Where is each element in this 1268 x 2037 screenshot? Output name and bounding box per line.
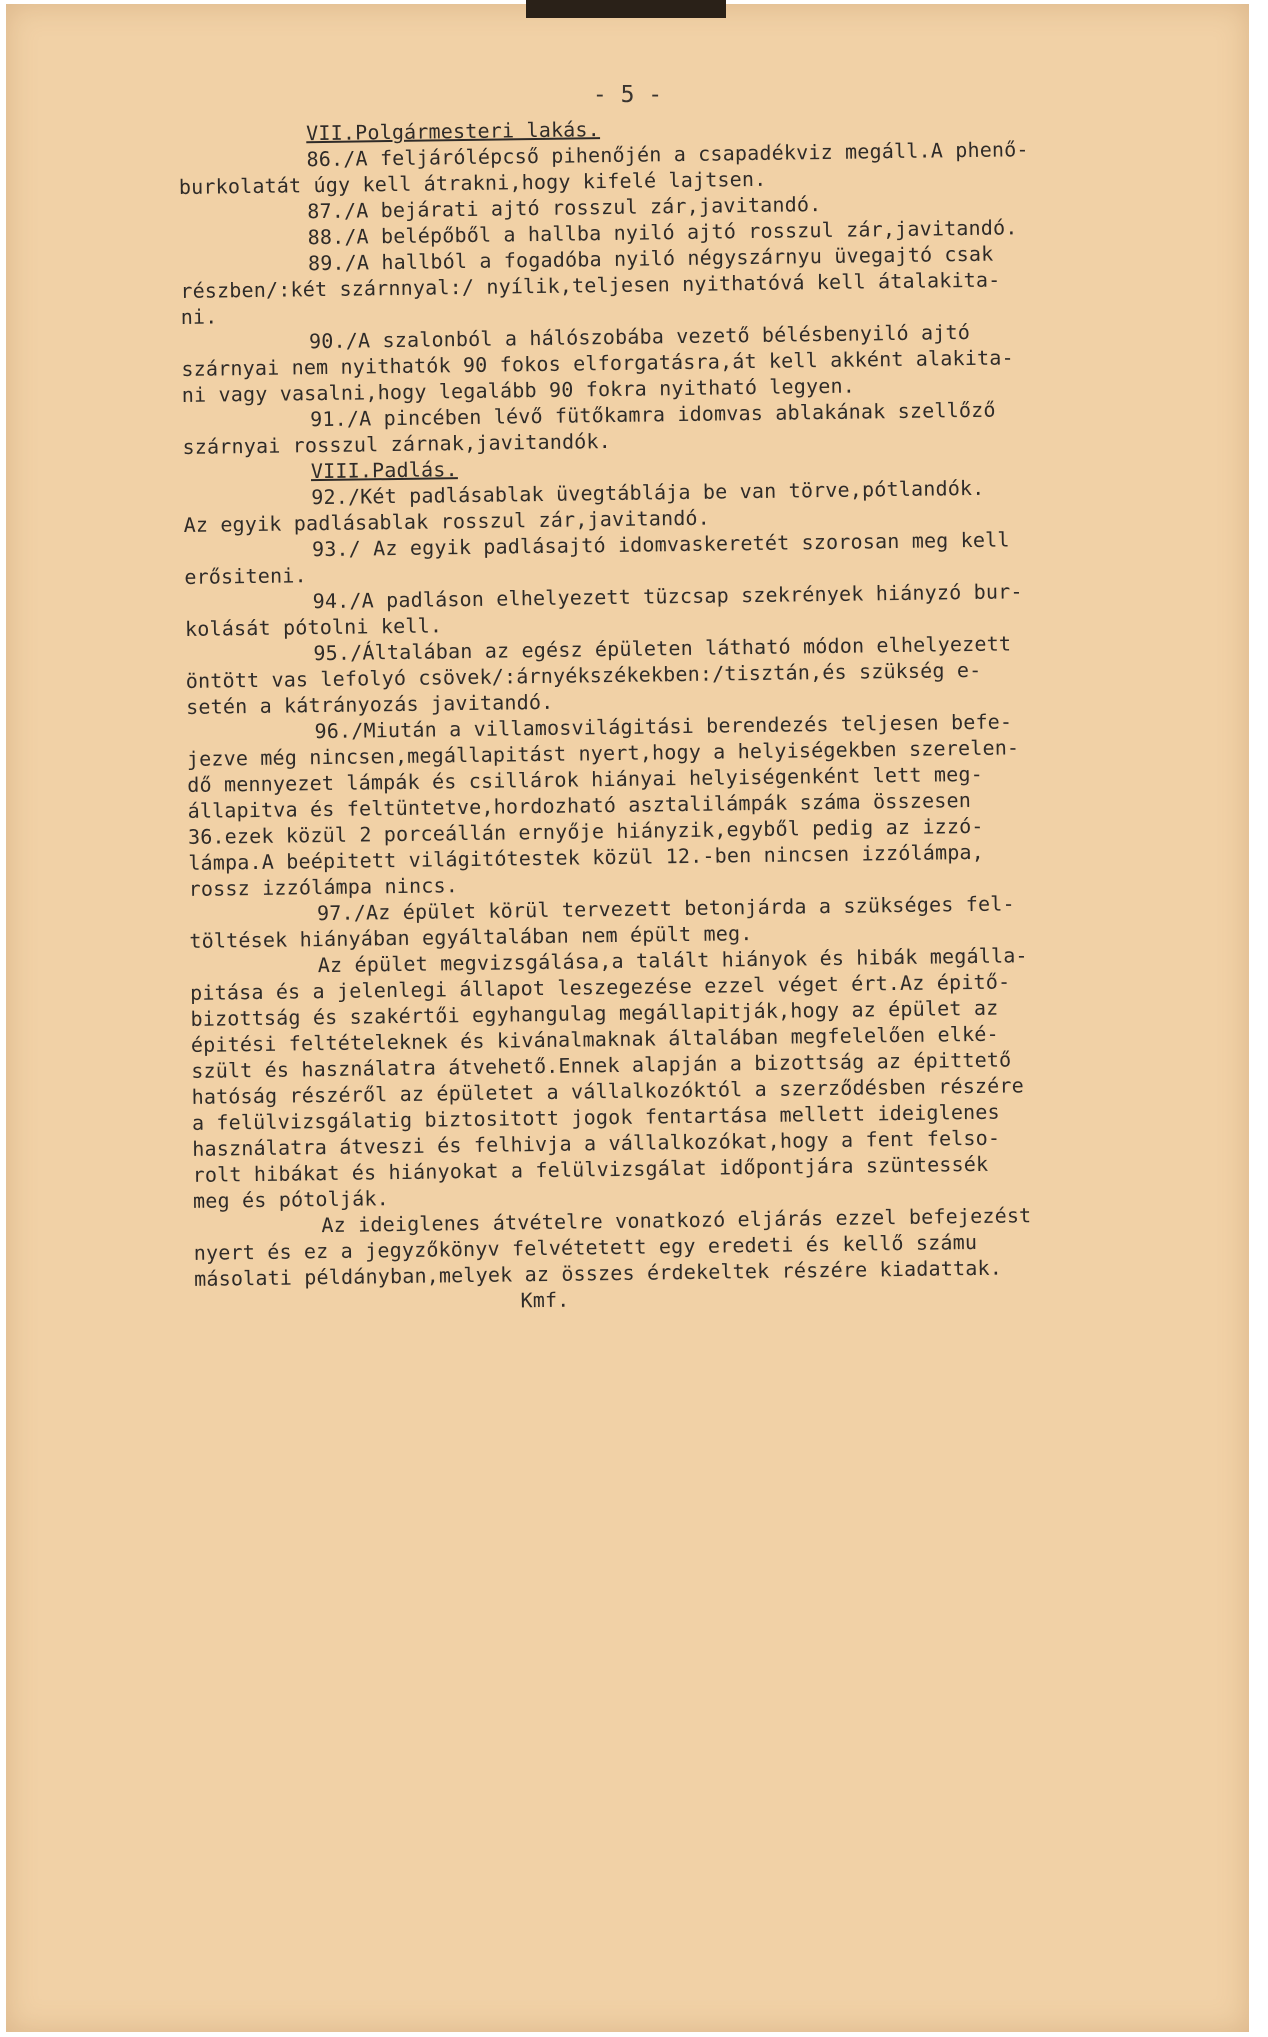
text-line: setén a kátrányozás javitandó. [186, 689, 554, 719]
text-line: 36.ezek közül 2 porceállán ernyője hiányzik,egyből pedig az izzó- [187, 813, 984, 849]
text-line: töltések hiányában egyáltalában nem épült meg. [189, 921, 753, 953]
text-line: 90./A szalonból a hálószobába vezető bélésbenyiló ajtó [308, 319, 971, 354]
text-line: erősiteni. [184, 563, 307, 589]
text-line: részben/:két szárnnyal:/ nyílik,teljesen nyithatóvá kell átalakita- [180, 267, 1001, 303]
document-body [178, 107, 1235, 1317]
text-line: 92./Két padlásablak üvegtáblája be van törve,pótlandók. [311, 475, 985, 510]
text-line: hatóság részéről az épületet a vállalkozóktól a szerződésben részére [191, 1073, 1025, 1109]
text-line: kolását pótolni kell. [184, 613, 443, 641]
text-line: lámpa.A beépitett világitótestek közül 12.-ben nincsen izzólámpa, [188, 839, 985, 875]
text-line: Az ideiglenes átvételre vonatkozó eljárás ezzel befejezést [321, 1203, 1032, 1238]
text-line: 93./ Az egyik padlásajtó idomvaskeretét szorosan meg kell [311, 527, 1010, 562]
text-line: ni vagy vasalni,hogy legalább 90 fokra nyitható legyen. [181, 373, 856, 407]
text-line: épitési feltételeknek és kivánalmaknak általában megfelelően elké- [190, 1021, 999, 1057]
text-line: 96./Miután a villamosvilágitási berendezés teljesen befe- [314, 709, 1013, 744]
text-line: öntött vas lefolyó csövek/:árnyékszékekben:/tisztán,és szükség e- [185, 657, 982, 693]
text-line: burkolatát úgy kell átrakni,hogy kifelé lajtsen. [178, 166, 767, 199]
text-line: pitása és a jelenlegi állapot leszegezése ezzel véget ért.Az épitő- [189, 969, 1011, 1005]
text-line: rolt hibákat és hiányokat a felülvizsgálat időpontjára szüntessék [192, 1151, 989, 1187]
section-heading: VIII.Padlás. [310, 457, 458, 484]
signature-mark: Kmf. [520, 1287, 570, 1313]
text-line: szárnyai rosszul zárnak,javitandók. [182, 428, 612, 459]
text-line: dő mennyezet lámpák és csillárok hiányai helyiségenként lett meg- [187, 761, 984, 797]
text-line: szült és használatra átvehető.Ennek alapján a bizottság az épittető [191, 1047, 1012, 1083]
text-line: 89./A hallból a fogadóba nyiló négyszárnyu üvegajtó csak [307, 241, 994, 276]
text-line: 88./A belépőből a hallba nyiló ajtó rosszul zár,javitandó. [307, 215, 1018, 250]
text-line: nyert és ez a jegyzőkönyv felvétetett egy eredeti és kellő számu [193, 1229, 978, 1265]
text-line: 86./A feljárólépcső pihenőjén a csapadékviz megáll.A phenő- [306, 137, 1029, 172]
text-line: jezve még nincsen,megállapitást nyert,hogy a helyiségekben szerelen- [186, 735, 1020, 771]
text-line: 87./A bejárati ajtó rosszul zár,javitandó. [307, 192, 822, 224]
text-line: 91./A pincében lévő fütőkamra idomvas ablakának szellőző [309, 397, 996, 432]
text-line: használatra átveszi és felhivja a vállalkozókat,hogy a fent felso- [192, 1125, 1001, 1161]
text-line: 97./Az épület körül tervezett betonjárda a szükséges fel- [316, 891, 1015, 926]
text-line: meg és pótolják. [192, 1186, 390, 1213]
section-heading: VII.Polgármesteri lakás. [306, 117, 601, 146]
text-line: bizottság és szakértői egyhangulag megállapitják,hogy az épület az [190, 995, 999, 1031]
page-number: - 5 - [592, 82, 663, 108]
text-line: másolati példányban,melyek az összes érdekeltek részére kiadattak. [193, 1255, 1003, 1291]
text-line: Az épület megvizsgálása,a talált hiányok és hibák megálla- [317, 943, 1028, 978]
text-line: rossz izzólámpa nincs. [188, 873, 459, 901]
paper-sheet [6, 4, 1249, 2032]
text-line: szárnyai nem nyithatók 90 fokos elforgatásra,át kell akként alakita- [181, 345, 1014, 381]
text-line: ni. [180, 304, 218, 329]
text-line: 95./Általában az egész épületen látható módon elhelyezett [313, 631, 1012, 666]
text-line: Az egyik padlásablak rosszul zár,javitandó. [183, 505, 711, 537]
text-line: a felülvizsgálatig biztositott jogok fentartása mellett ideiglenes [191, 1099, 1000, 1135]
text-line: 94./A padláson elhelyezett tüzcsap szekrények hiányzó bur- [312, 579, 1023, 614]
text-line: állapitva és feltüntetve,hordozható asztalilámpák száma összesen [187, 787, 972, 823]
